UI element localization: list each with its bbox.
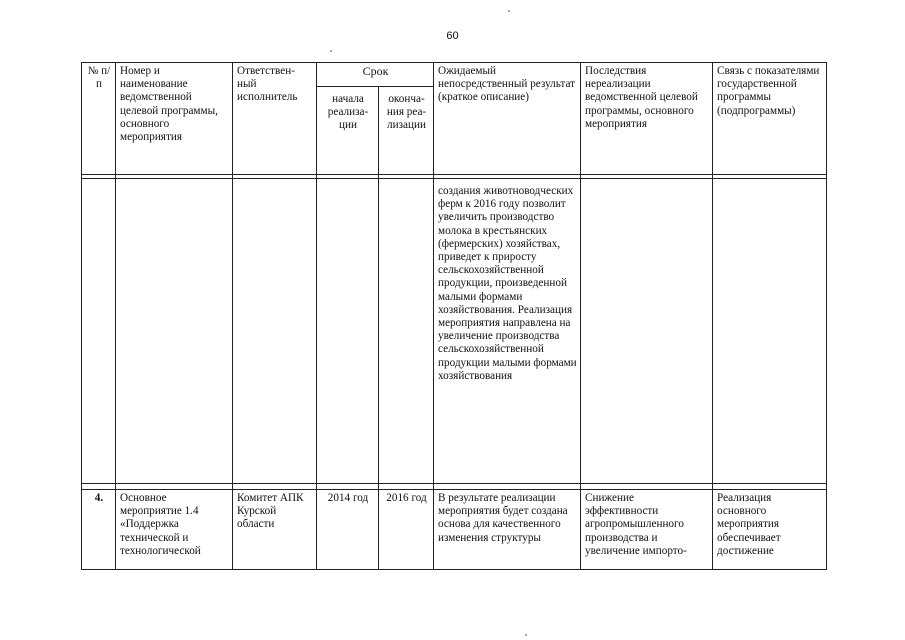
cell-consequences: Снижение эффективности агропромышленного производства и увеличение импорто- [581, 490, 713, 570]
cell-start [317, 179, 379, 484]
scan-speck [330, 50, 332, 52]
table-row [82, 490, 827, 570]
cell-link [713, 179, 827, 484]
scan-speck [508, 10, 510, 12]
scan-speck [525, 634, 527, 636]
header-cell-end: оконча-ния реа-лизации [379, 87, 434, 175]
cell-name: Основное мероприятие 1.4 «Поддержка технической и технологической [116, 490, 233, 570]
header-cell-term: Срок [317, 63, 434, 87]
cell-num [82, 179, 116, 484]
cell-end [379, 179, 434, 484]
header-row-top [82, 63, 827, 87]
header-cell-link: Связь с показателями государственной программы (подпрограммы) [713, 63, 827, 175]
cell-link: Реализация основного мероприятия обеспечивает достижение [713, 490, 827, 570]
cell-start: 2014 год [317, 490, 379, 570]
header-cell-result: Ожидаемый непосредственный результат (краткое описание) [434, 63, 581, 175]
header-cell-consequences: Последствия нереализации ведомственной целевой программы, основного мероприятия [581, 63, 713, 175]
page-number: 60 [446, 30, 459, 42]
table-row [82, 179, 827, 484]
header-cell-start: начала реализа-ции [317, 87, 379, 175]
header-cell-name: Номер и наименование ведомственной целевой программы, основного мероприятия [116, 63, 233, 175]
header-cell-num: № п/п [82, 63, 116, 175]
cell-end: 2016 год [379, 490, 434, 570]
cell-name [116, 179, 233, 484]
program-table [81, 62, 827, 570]
cell-num: 4. [82, 490, 116, 570]
cell-result: создания животноводческих ферм к 2016 году позволит увеличить производство молока в крестьянских (фермерских) хозяйствах, приведет к приросту сельскохозяйственной продукции, произведенной малыми формами хозяйствования. Реализация мероприятия направлена на увеличение производства сельскохозяйственной продукции малыми формами хозяйствования [434, 179, 581, 484]
cell-consequences [581, 179, 713, 484]
cell-responsible: Комитет АПК Курской области [233, 490, 317, 570]
cell-result: В результате реализации мероприятия будет создана основа для качественного изменения структуры [434, 490, 581, 570]
header-cell-responsible: Ответствен-ный исполнитель [233, 63, 317, 175]
cell-responsible [233, 179, 317, 484]
